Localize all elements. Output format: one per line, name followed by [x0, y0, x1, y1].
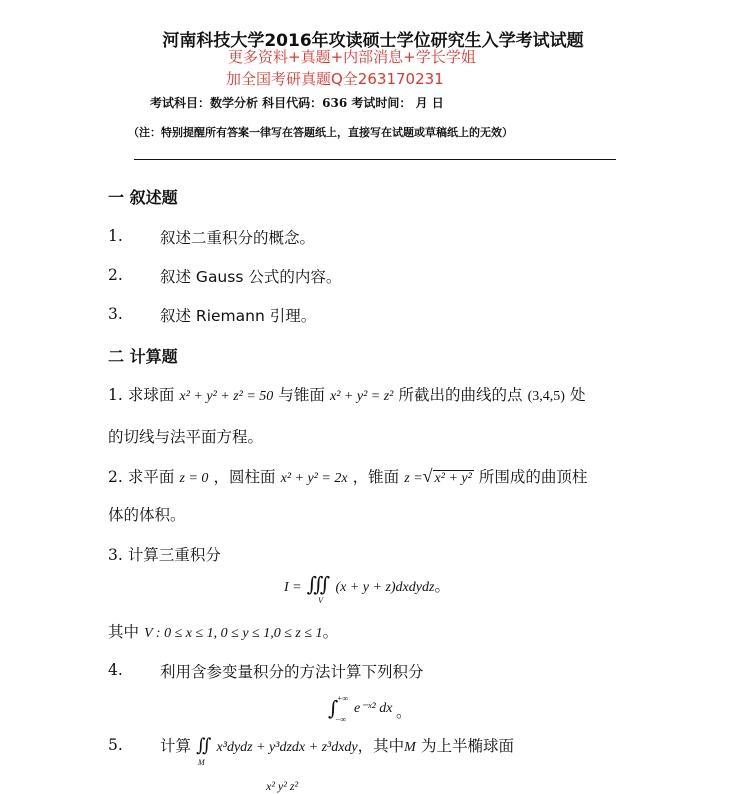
s1-item1-num: 1.	[108, 227, 123, 245]
s1-item3-num: 3.	[108, 305, 123, 323]
q5-text3: 为上半椭球面	[420, 737, 514, 755]
q1-num: 1.	[108, 386, 123, 404]
q2-text4: 所围成的曲顶柱	[478, 468, 588, 486]
triple-integral-icon: ∭	[306, 572, 331, 596]
q4-upper-limit: +∞	[337, 694, 349, 703]
q5-num: 5.	[108, 736, 123, 754]
q5-region: M	[198, 758, 205, 767]
q1-text2: 与锥面	[278, 386, 325, 404]
s1-item3-text: 叙述 Riemann 引理。	[160, 307, 317, 325]
q3-text: 计算三重积分	[127, 546, 221, 564]
s1-item2-num: 2.	[108, 266, 123, 284]
q3-where-label: 其中	[108, 623, 140, 641]
q5-text2: ，其中	[357, 737, 405, 755]
section2-title: 二 计算题	[108, 347, 178, 366]
q1-line1	[108, 383, 586, 405]
q4-end: 。	[396, 703, 412, 721]
exam-info: 考试科目：数学分析 科目代码：636 考试时间： 月 日	[150, 96, 444, 110]
ad-line-1: 更多资料+真题+内部消息+学长学姐	[228, 48, 476, 66]
q5-body: x³dydz + y³dzdx + z³dxdy	[216, 740, 358, 755]
header-divider	[134, 159, 616, 160]
q3-where	[108, 620, 338, 642]
sqrt-icon: √	[422, 466, 433, 486]
exam-title: 河南科技大学2016年攻读硕士学位研究生入学考试试题	[162, 31, 584, 51]
q1-sphere-formula: x² + y² + z² = 50	[179, 389, 274, 404]
s1-item2-text: 叙述 Gauss 公式的内容。	[160, 268, 342, 286]
exam-note: （注：特别提醒所有答案一律写在答题纸上，直接写在试题或草稿纸上的无效）	[128, 126, 513, 139]
q2-text2: ，圆柱面	[213, 468, 276, 486]
q2-text1: 求平面	[127, 468, 175, 486]
q2-num: 2.	[108, 468, 123, 486]
s1-item1-text: 叙述二重积分的概念。	[160, 229, 316, 247]
q2-plane-formula: z = 0	[179, 471, 209, 486]
q1-text3: 所截出的曲线的点	[398, 386, 523, 404]
q2-text3: ，锥面	[352, 468, 400, 486]
q4-text: 利用含参变量积分的方法计算下列积分	[160, 663, 424, 681]
q3-formula	[284, 572, 450, 608]
q4-body: e⁻ˣ² dx	[354, 701, 393, 716]
q1-text1: 求球面	[127, 386, 175, 404]
q2-cone-root: x² + y²	[434, 471, 472, 486]
q4-num: 4.	[108, 661, 123, 679]
q3-formula-lhs: I =	[284, 580, 302, 595]
q1-cone-formula: x² + y² = z²	[330, 389, 394, 404]
q3-formula-body: (x + y + z)dxdydz	[335, 580, 435, 595]
q3-line1	[108, 543, 221, 565]
q1-point: (3,4,5)	[527, 389, 565, 404]
double-integral-icon: ∬	[196, 735, 212, 756]
q2-cone-lhs: z =	[404, 471, 423, 486]
q5-line1	[160, 734, 514, 768]
q3-formula-end: 。	[434, 577, 450, 595]
q2-line1	[108, 465, 587, 487]
integral-icon: ∫	[328, 696, 339, 720]
q3-region: V	[318, 596, 323, 605]
q3-where-end: 。	[322, 623, 339, 641]
q2-cylinder-formula: x² + y² = 2x	[280, 471, 348, 486]
q5-partial-formula: x² y² z²	[266, 779, 299, 793]
section1-title: 一 叙述题	[108, 188, 178, 207]
q5-var: M	[404, 740, 416, 755]
q3-where-formula: V : 0 ≤ x ≤ 1, 0 ≤ y ≤ 1,0 ≤ z ≤ 1	[144, 626, 323, 641]
q3-num: 3.	[108, 546, 123, 564]
q4-formula	[328, 696, 448, 726]
ad-line-2: 加全国考研真题Q全263170231	[226, 70, 444, 88]
q5-text1: 计算	[160, 737, 192, 755]
q2-line2: 体的体积。	[108, 506, 186, 524]
q4-lower-limit: −∞	[335, 715, 347, 724]
q1-text4: 处	[570, 386, 586, 404]
q1-line2: 的切线与法平面方程。	[108, 428, 264, 446]
